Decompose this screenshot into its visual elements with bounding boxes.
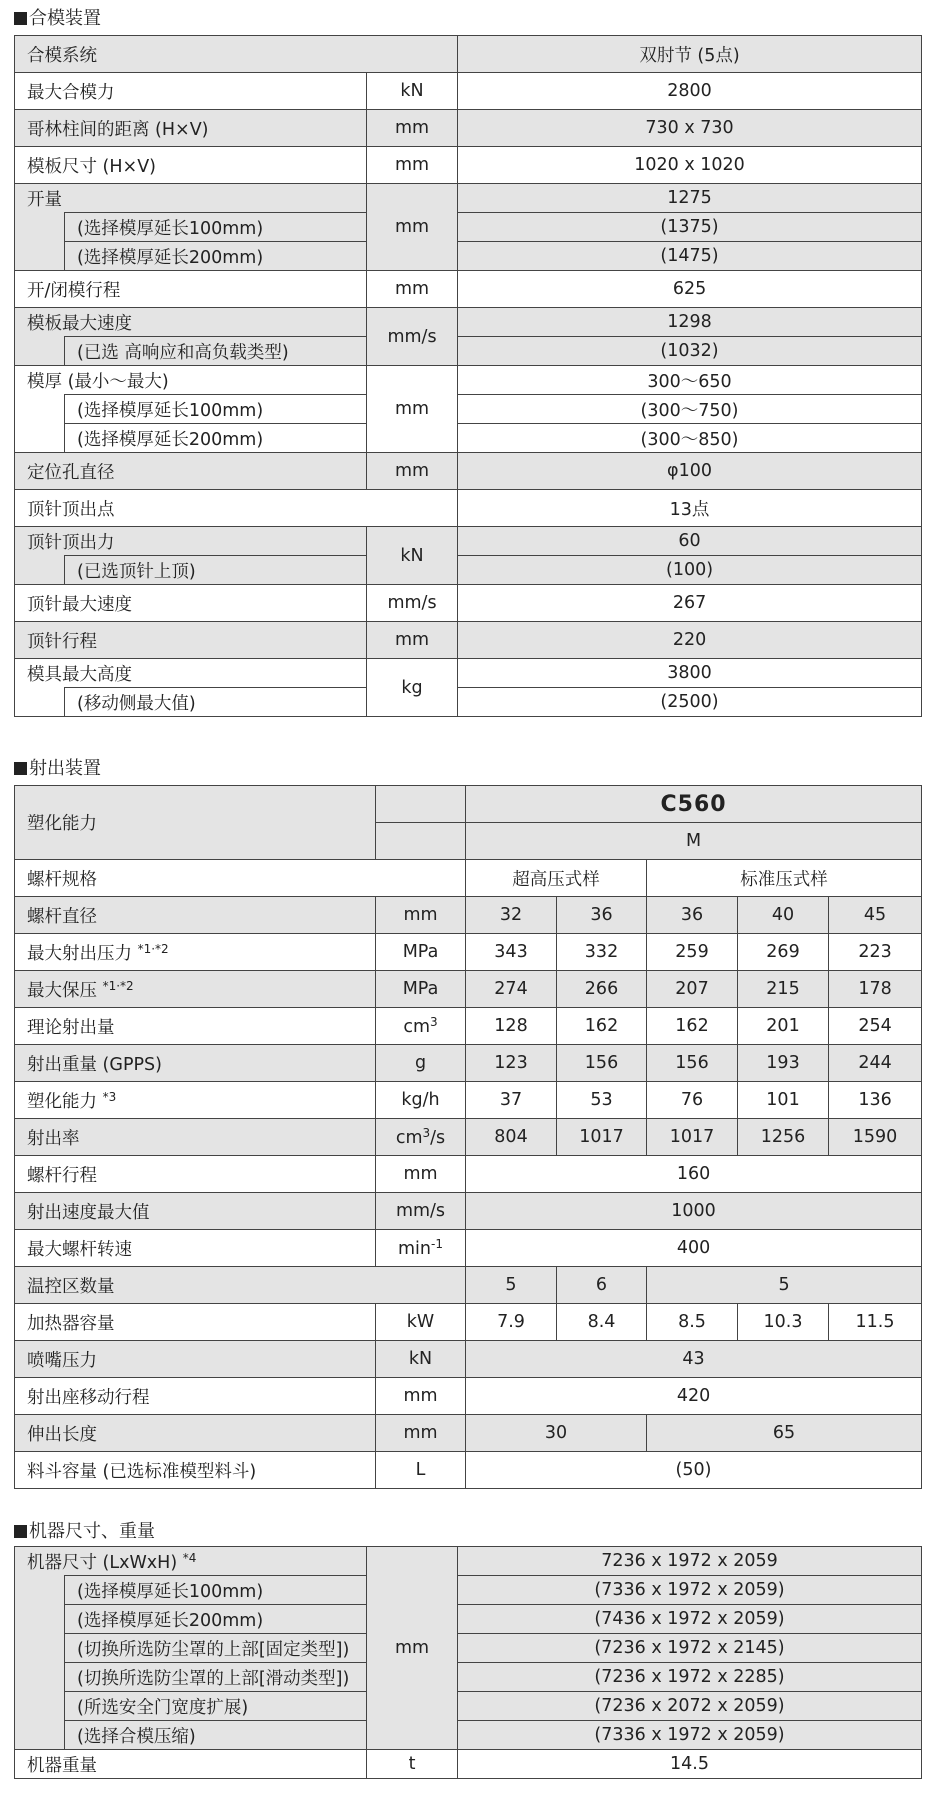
cell: 178 <box>829 971 922 1008</box>
row-unit: MPa <box>376 971 466 1008</box>
ejpoints-value: 13点 <box>458 490 922 527</box>
locating-label: 定位孔直径 <box>15 453 367 490</box>
hopper-unit: L <box>376 1452 466 1489</box>
cell: 266 <box>557 971 647 1008</box>
cell: 36 <box>557 897 647 934</box>
size-sub-value: (7336 x 1972 x 2059) <box>458 1721 922 1750</box>
ejforce-unit: kN <box>367 527 458 585</box>
tiebar-label: 哥林柱间的距离 (H×V) <box>15 110 367 147</box>
ejspeed-label: 顶针最大速度 <box>15 585 367 622</box>
plast-label: 塑化能力 <box>15 786 376 860</box>
platen-label: 模板尺寸 (H×V) <box>15 147 367 184</box>
square-bullet-icon <box>14 12 27 25</box>
stroke-value: 625 <box>458 271 922 308</box>
ext-unit: mm <box>376 1415 466 1452</box>
size-sub-value: (7236 x 1972 x 2285) <box>458 1663 922 1692</box>
locating-unit: mm <box>367 453 458 490</box>
cell: 36 <box>647 897 738 934</box>
size-sub-label: (切换所选防尘罩的上部[滑动类型]) <box>65 1663 367 1692</box>
ispeed-label: 射出速度最大值 <box>15 1193 376 1230</box>
cell: 274 <box>466 971 557 1008</box>
system-label: 合模系统 <box>15 36 458 73</box>
row-label: 最大射出压力 $^{*1\cdot*2}$ <box>15 934 376 971</box>
ultra-high-label: 超高压式样 <box>466 860 647 897</box>
cell: 136 <box>829 1082 922 1119</box>
size-sub-label: (所选安全门宽度扩展) <box>65 1692 367 1721</box>
standard-label: 标准压式样 <box>647 860 922 897</box>
row-unit: MPa <box>376 934 466 971</box>
clamping-table <box>14 35 922 717</box>
speed-sub-label: (已选 高响应和高负载类型) <box>65 337 367 366</box>
row-unit: $cm^3$ <box>376 1008 466 1045</box>
cell: 128 <box>466 1008 557 1045</box>
ejforce-sub-value: (100) <box>458 556 922 585</box>
moldwt-unit: kg <box>367 659 458 717</box>
size-value: 7236 x 1972 x 2059 <box>458 1547 922 1576</box>
weight-unit: t <box>367 1750 458 1779</box>
cell: 8.4 <box>557 1304 647 1341</box>
sstroke-unit: mm <box>376 1156 466 1193</box>
cell: 804 <box>466 1119 557 1156</box>
ejforce-label: 顶针顶出力 <box>15 527 367 556</box>
speed-sub-value: (1032) <box>458 337 922 366</box>
size-label: 机器尺寸 (LxWxH) $^{*4}$ <box>15 1547 367 1576</box>
sstroke-label: 螺杆行程 <box>15 1156 376 1193</box>
opening-sub1-value: (1375) <box>458 213 922 242</box>
footnote-mark: *1·*2 <box>102 978 134 993</box>
system-value: 双肘节 (5点) <box>458 36 922 73</box>
opening-unit: mm <box>367 184 458 271</box>
cell: 7.9 <box>466 1304 557 1341</box>
size-sub-label: (切换所选防尘罩的上部[固定类型]) <box>65 1634 367 1663</box>
cell: 259 <box>647 934 738 971</box>
cell: 1017 <box>557 1119 647 1156</box>
stroke-unit: mm <box>367 271 458 308</box>
cell: 53 <box>557 1082 647 1119</box>
cell: 32 <box>466 897 557 934</box>
cell: 201 <box>738 1008 829 1045</box>
sstroke-value: 160 <box>466 1156 922 1193</box>
ext-label: 伸出长度 <box>15 1415 376 1452</box>
ejforce-sub-label: (已选顶针上顶) <box>65 556 367 585</box>
heater-label: 加热器容量 <box>15 1304 376 1341</box>
mold-sub2-value: (300～850) <box>458 424 922 453</box>
size-sub-label: (选择合模压缩) <box>65 1721 367 1750</box>
mold-sub1-value: (300～750) <box>458 395 922 424</box>
cell: 40 <box>738 897 829 934</box>
moldwt-sub-value: (2500) <box>458 688 922 717</box>
size-sub-value: (7336 x 1972 x 2059) <box>458 1576 922 1605</box>
row-unit: mm <box>376 897 466 934</box>
section-title-injection: 射出装置 <box>14 758 101 780</box>
locating-value: φ100 <box>458 453 922 490</box>
zones-v1: 5 <box>466 1267 557 1304</box>
ejforce-value: 60 <box>458 527 922 556</box>
nozzle-value: 43 <box>466 1341 922 1378</box>
ejspeed-value: 267 <box>458 585 922 622</box>
size-sub-value: (7436 x 1972 x 2059) <box>458 1605 922 1634</box>
zones-v2: 6 <box>557 1267 647 1304</box>
injection-table <box>14 785 922 1489</box>
row-unit: kg/h <box>376 1082 466 1119</box>
stroke-label: 开/闭模行程 <box>15 271 367 308</box>
size-sub-value: (7236 x 1972 x 2145) <box>458 1634 922 1663</box>
dimensions-table <box>14 1546 922 1779</box>
cell: 244 <box>829 1045 922 1082</box>
row-unit: g <box>376 1045 466 1082</box>
cell: 101 <box>738 1082 829 1119</box>
opening-value: 1275 <box>458 184 922 213</box>
mold-sub2-label: (选择模厚延长200mm) <box>65 424 367 453</box>
mold-label: 模厚 (最小～最大) <box>15 366 367 395</box>
cell: 8.5 <box>647 1304 738 1341</box>
rpm-unit: $\min^{-1}$ <box>376 1230 466 1267</box>
mold-unit: mm <box>367 366 458 453</box>
cell: 269 <box>738 934 829 971</box>
platen-value: 1020 x 1020 <box>458 147 922 184</box>
cell: 343 <box>466 934 557 971</box>
zones-v3: 5 <box>647 1267 922 1304</box>
cell: 123 <box>466 1045 557 1082</box>
ejspeed-unit: mm/s <box>367 585 458 622</box>
section-title-clamping: 合模装置 <box>14 8 101 30</box>
moldwt-value: 3800 <box>458 659 922 688</box>
row-label: 最大保压 $^{*1\cdot*2}$ <box>15 971 376 1008</box>
ejpoints-label: 顶针顶出点 <box>15 490 458 527</box>
section-title-dimensions: 机器尺寸、重量 <box>14 1521 155 1543</box>
moldwt-sub-label: (移动侧最大值) <box>65 688 367 717</box>
cell: 10.3 <box>738 1304 829 1341</box>
screw-spec-label: 螺杆规格 <box>15 860 466 897</box>
ispeed-unit: mm/s <box>376 1193 466 1230</box>
row-label: 塑化能力 $^{*3}$ <box>15 1082 376 1119</box>
ejstroke-label: 顶针行程 <box>15 622 367 659</box>
row-label: 理论射出量 <box>15 1008 376 1045</box>
cell: 45 <box>829 897 922 934</box>
platen-unit: mm <box>367 147 458 184</box>
ext-v2: 65 <box>647 1415 922 1452</box>
cell: 162 <box>647 1008 738 1045</box>
cell: 207 <box>647 971 738 1008</box>
cell: 37 <box>466 1082 557 1119</box>
rpm-value: 400 <box>466 1230 922 1267</box>
size-sub-label: (选择模厚延长200mm) <box>65 1605 367 1634</box>
ispeed-value: 1000 <box>466 1193 922 1230</box>
footnote-mark: *3 <box>102 1089 117 1104</box>
row-label: 螺杆直径 <box>15 897 376 934</box>
cell: 223 <box>829 934 922 971</box>
force-value: 2800 <box>458 73 922 110</box>
hopper-label: 料斗容量 (已选标准模型料斗) <box>15 1452 376 1489</box>
hopper-value: (50) <box>466 1452 922 1489</box>
rate-unit: $cm^3/s$ <box>376 1119 466 1156</box>
speed-value: 1298 <box>458 308 922 337</box>
cell: 156 <box>557 1045 647 1082</box>
size-unit: mm <box>367 1547 458 1750</box>
cell: 1590 <box>829 1119 922 1156</box>
cell: 1017 <box>647 1119 738 1156</box>
cell: 254 <box>829 1008 922 1045</box>
cell: 332 <box>557 934 647 971</box>
cell: 76 <box>647 1082 738 1119</box>
cell: 215 <box>738 971 829 1008</box>
ext-v1: 30 <box>466 1415 647 1452</box>
carriage-unit: mm <box>376 1378 466 1415</box>
rpm-label: 最大螺杆转速 <box>15 1230 376 1267</box>
ejstroke-unit: mm <box>367 622 458 659</box>
square-bullet-icon <box>14 762 27 775</box>
weight-label: 机器重量 <box>15 1750 367 1779</box>
tiebar-unit: mm <box>367 110 458 147</box>
carriage-value: 420 <box>466 1378 922 1415</box>
tiebar-value: 730 x 730 <box>458 110 922 147</box>
square-bullet-icon <box>14 1525 27 1538</box>
ejstroke-value: 220 <box>458 622 922 659</box>
nozzle-label: 喷嘴压力 <box>15 1341 376 1378</box>
size-sub-label: (选择模厚延长100mm) <box>65 1576 367 1605</box>
model-name: C560 <box>466 786 922 823</box>
cell: 162 <box>557 1008 647 1045</box>
rate-label: 射出率 <box>15 1119 376 1156</box>
moldwt-label: 模具最大高度 <box>15 659 367 688</box>
carriage-label: 射出座移动行程 <box>15 1378 376 1415</box>
force-unit: kN <box>367 73 458 110</box>
cell: 156 <box>647 1045 738 1082</box>
zones-label: 温控区数量 <box>15 1267 466 1304</box>
cell: 11.5 <box>829 1304 922 1341</box>
mold-value: 300～650 <box>458 366 922 395</box>
opening-label: 开量 <box>15 184 367 213</box>
speed-label: 模板最大速度 <box>15 308 367 337</box>
weight-value: 14.5 <box>458 1750 922 1779</box>
opening-sub1-label: (选择模厚延长100mm) <box>65 213 367 242</box>
force-label: 最大合模力 <box>15 73 367 110</box>
nozzle-unit: kN <box>376 1341 466 1378</box>
mold-sub1-label: (选择模厚延长100mm) <box>65 395 367 424</box>
row-label: 射出重量 (GPPS) <box>15 1045 376 1082</box>
size-sub-value: (7236 x 2072 x 2059) <box>458 1692 922 1721</box>
footnote-mark: *1·*2 <box>137 941 169 956</box>
heater-unit: kW <box>376 1304 466 1341</box>
opening-sub2-label: (选择模厚延长200mm) <box>65 242 367 271</box>
opening-sub2-value: (1475) <box>458 242 922 271</box>
unit-size: M <box>466 823 922 860</box>
speed-unit: mm/s <box>367 308 458 366</box>
cell: 193 <box>738 1045 829 1082</box>
cell: 1256 <box>738 1119 829 1156</box>
